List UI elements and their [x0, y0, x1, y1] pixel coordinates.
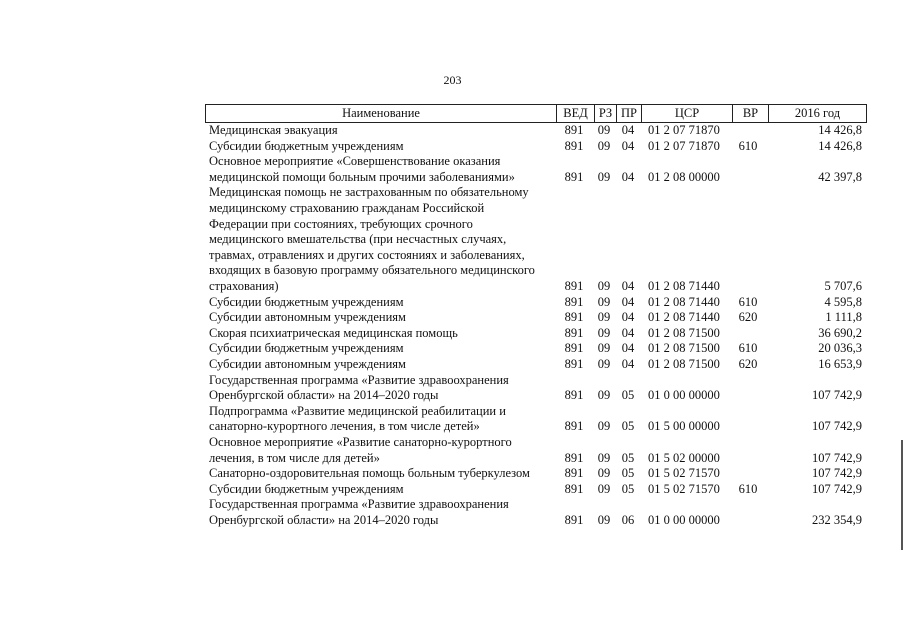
row-name [209, 154, 554, 185]
cell-rz: 09 [597, 512, 611, 527]
cell-sum: 1 111,8 [825, 310, 862, 325]
cell-rz: 09 [597, 481, 611, 496]
row-name [209, 326, 554, 342]
cell-pr: 04 [621, 123, 635, 137]
cell-ved: 891 [564, 325, 584, 340]
cell-vr: 610 [738, 294, 758, 309]
cell-rz: 09 [597, 419, 611, 434]
table-row [0, 373, 905, 404]
cell-ved: 891 [564, 419, 584, 434]
row-name-line: медицинской помощи больным прочими заболеваниями» [209, 169, 515, 184]
row-name-line: Основное мероприятие «Развитие санаторно-курортного [209, 435, 512, 449]
cell-pr: 05 [621, 466, 635, 481]
cell-ved: 891 [564, 466, 584, 481]
cell-sum: 107 742,9 [812, 450, 862, 465]
row-name-line: входящих в базовую программу обязательного медицинского [209, 263, 535, 278]
cell-csr: 01 0 00 00000 [648, 512, 720, 527]
cell-pr: 04 [621, 341, 635, 356]
row-name [209, 497, 554, 528]
cell-ved: 891 [564, 341, 584, 356]
column-header-sum: 2016 год [768, 105, 867, 122]
table-row [0, 466, 905, 482]
cell-csr: 01 2 08 71500 [648, 341, 720, 356]
table-row [0, 357, 905, 373]
cell-ved: 891 [564, 294, 584, 309]
row-name-line: страхования) [209, 278, 279, 293]
row-name-line: Скорая психиатрическая медицинская помощь [209, 325, 458, 340]
row-name-line: медицинскому страхованию гражданам Российской [209, 200, 485, 215]
table-header [205, 104, 867, 123]
cell-rz: 09 [597, 123, 611, 137]
cell-ved: 891 [564, 481, 584, 496]
row-name-line: Субсидии бюджетным учреждениям [209, 138, 404, 153]
column-header-vr: ВР [732, 105, 768, 122]
cell-sum: 107 742,9 [812, 481, 862, 496]
row-name [209, 310, 554, 326]
cell-csr: 01 2 08 71440 [648, 294, 720, 309]
cell-csr: 01 5 02 71570 [648, 481, 720, 496]
cell-ved: 891 [564, 357, 584, 371]
row-name [209, 357, 554, 373]
row-name-line: Подпрограмма «Развитие медицинской реабилитации и [209, 403, 506, 418]
cell-csr: 01 2 08 71500 [648, 357, 720, 371]
column-header-rz: РЗ [594, 105, 616, 122]
row-name [209, 295, 554, 311]
cell-ved: 891 [564, 388, 584, 403]
cell-ved: 891 [564, 310, 584, 325]
cell-csr: 01 2 08 71500 [648, 325, 720, 340]
table-row [0, 497, 905, 528]
cell-pr: 04 [621, 138, 635, 153]
row-name-line: Субсидии бюджетным учреждениям [209, 294, 404, 309]
row-name [209, 123, 554, 139]
row-name-line: Медицинская помощь не застрахованным по обязательному [209, 185, 529, 200]
row-name [209, 341, 554, 357]
cell-sum: 232 354,9 [812, 512, 862, 527]
row-name-line: Оренбургской области» на 2014–2020 годы [209, 388, 439, 403]
cell-csr: 01 0 00 00000 [648, 388, 720, 403]
cell-pr: 04 [621, 325, 635, 340]
row-name-line: травмах, отравлениях и других состояниях и заболеваниях, [209, 247, 525, 262]
table-row [0, 310, 905, 326]
column-header-name: Наименование [205, 105, 556, 122]
cell-rz: 09 [597, 138, 611, 153]
cell-rz: 09 [597, 325, 611, 340]
cell-rz: 09 [597, 357, 611, 371]
row-name-line: Субсидии бюджетным учреждениям [209, 341, 404, 356]
cell-csr: 01 2 08 00000 [648, 169, 720, 184]
cell-ved: 891 [564, 278, 584, 293]
cell-pr: 04 [621, 278, 635, 293]
cell-pr: 06 [621, 512, 635, 527]
column-header-pr: ПР [616, 105, 641, 122]
cell-pr: 05 [621, 450, 635, 465]
cell-sum: 36 690,2 [818, 325, 862, 340]
row-name-line: Субсидии автономным учреждениям [209, 357, 406, 371]
row-name-line: медицинского вмешательства (при несчастных случаях, [209, 232, 507, 247]
cell-csr: 01 2 08 71440 [648, 278, 720, 293]
cell-ved: 891 [564, 450, 584, 465]
row-name-line: Субсидии автономным учреждениям [209, 310, 406, 325]
cell-vr: 610 [738, 341, 758, 356]
scan-edge-mark [901, 440, 903, 550]
table-row [0, 435, 905, 466]
table-row [0, 185, 905, 294]
cell-csr: 01 2 07 71870 [648, 123, 720, 137]
row-name-line: Субсидии бюджетным учреждениям [209, 481, 404, 496]
row-name-line: Государственная программа «Развитие здравоохранения [209, 497, 509, 512]
cell-csr: 01 5 02 71570 [648, 466, 720, 481]
table-row [0, 482, 905, 498]
cell-csr: 01 2 07 71870 [648, 138, 720, 153]
cell-pr: 05 [621, 481, 635, 496]
cell-rz: 09 [597, 278, 611, 293]
row-name [209, 466, 554, 482]
cell-rz: 09 [597, 466, 611, 481]
row-name-line: Государственная программа «Развитие здравоохранения [209, 372, 509, 387]
table-row [0, 326, 905, 342]
cell-vr: 610 [738, 138, 758, 153]
row-name-line: Санаторно-оздоровительная помощь больным туберкулезом [209, 466, 530, 481]
row-name-line: лечения, в том числе для детей» [209, 450, 380, 465]
cell-csr: 01 5 00 00000 [648, 419, 720, 434]
cell-ved: 891 [564, 123, 584, 137]
cell-pr: 04 [621, 294, 635, 309]
cell-csr: 01 5 02 00000 [648, 450, 720, 465]
cell-pr: 05 [621, 388, 635, 403]
cell-sum: 4 595,8 [824, 294, 862, 309]
cell-sum: 16 653,9 [818, 357, 862, 371]
row-name [209, 373, 554, 404]
cell-ved: 891 [564, 512, 584, 527]
cell-sum: 20 036,3 [818, 341, 862, 356]
cell-sum: 14 426,8 [818, 138, 862, 153]
cell-vr: 620 [738, 357, 758, 371]
cell-rz: 09 [597, 310, 611, 325]
cell-sum: 107 742,9 [812, 466, 862, 481]
column-header-csr: ЦСР [641, 105, 732, 122]
cell-sum: 107 742,9 [812, 419, 862, 434]
cell-rz: 09 [597, 388, 611, 403]
row-name [209, 404, 554, 435]
cell-pr: 04 [621, 357, 635, 371]
cell-rz: 09 [597, 169, 611, 184]
cell-sum: 14 426,8 [818, 123, 862, 137]
row-name-line: Федерации при состояниях, требующих срочного [209, 216, 473, 231]
row-name-line: санаторно-курортного лечения, в том числе детей» [209, 419, 480, 434]
cell-rz: 09 [597, 294, 611, 309]
cell-vr: 610 [738, 481, 758, 496]
row-name-line: Медицинская эвакуация [209, 123, 338, 137]
cell-pr: 05 [621, 419, 635, 434]
cell-rz: 09 [597, 450, 611, 465]
table-row [0, 341, 905, 357]
cell-sum: 42 397,8 [818, 169, 862, 184]
cell-ved: 891 [564, 169, 584, 184]
table-row [0, 139, 905, 155]
cell-sum: 107 742,9 [812, 388, 862, 403]
cell-sum: 5 707,6 [824, 278, 862, 293]
cell-pr: 04 [621, 310, 635, 325]
table-row [0, 295, 905, 311]
table-row [0, 123, 905, 139]
cell-ved: 891 [564, 138, 584, 153]
cell-rz: 09 [597, 341, 611, 356]
table-row [0, 154, 905, 185]
row-name [209, 435, 554, 466]
page-number: 203 [443, 73, 462, 87]
cell-pr: 04 [621, 169, 635, 184]
row-name [209, 185, 554, 294]
row-name-line: Основное мероприятие «Совершенствование оказания [209, 154, 501, 169]
row-name-line: Оренбургской области» на 2014–2020 годы [209, 512, 439, 527]
table-row [0, 404, 905, 435]
column-header-ved: ВЕД [556, 105, 594, 122]
row-name [209, 482, 554, 498]
cell-csr: 01 2 08 71440 [648, 310, 720, 325]
cell-vr: 620 [738, 310, 758, 325]
row-name [209, 139, 554, 155]
